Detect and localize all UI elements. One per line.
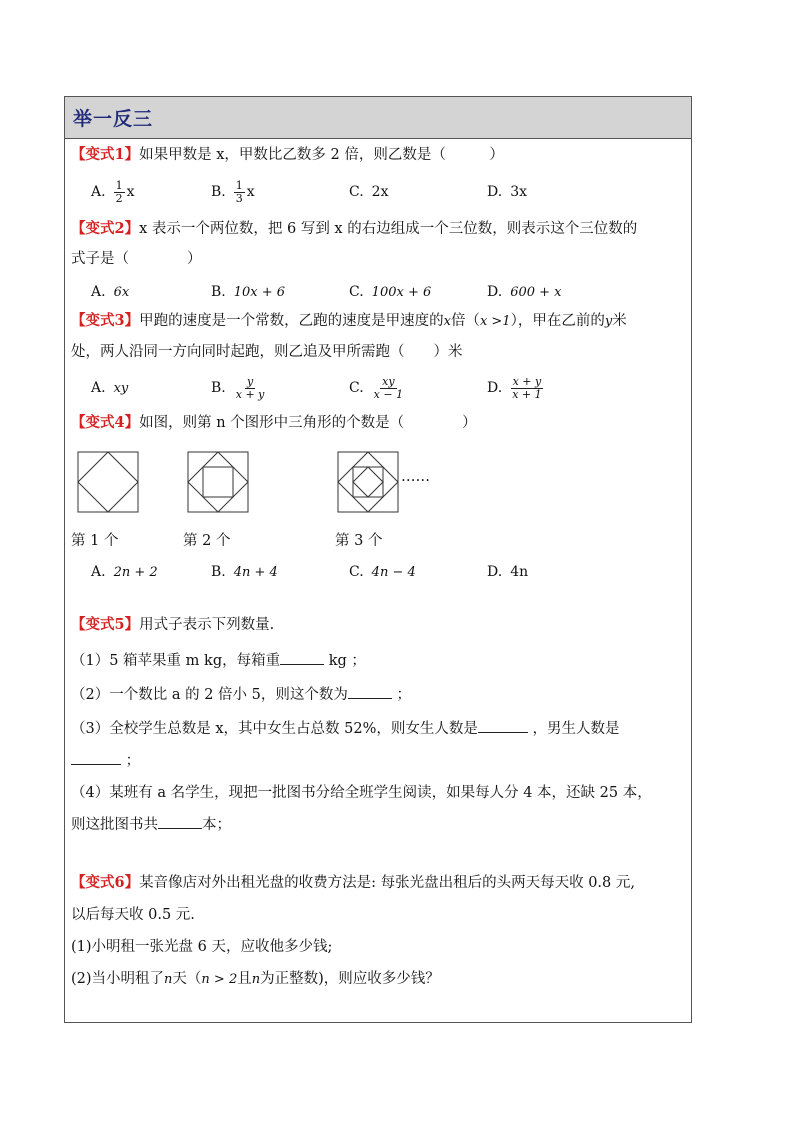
v5-part-1-unit: kg ； [324, 653, 366, 669]
v1-option-c-label: C. [349, 184, 364, 200]
v5-blank-1[interactable] [280, 664, 324, 665]
section-title: 举一反三 [73, 108, 154, 130]
v5-part-1 [71, 651, 685, 671]
v3-q-part-d: 米 [612, 313, 627, 329]
v3-q-part-c: ），甲在乙前的 [510, 313, 605, 329]
v3-option-c [349, 373, 407, 403]
v3-option-d [487, 373, 546, 403]
v4-option-a-text: 2n + 2 [113, 564, 158, 580]
v2-options [65, 277, 691, 307]
v2-tag: 【变式2】 [71, 220, 140, 237]
figure-3 [337, 451, 399, 513]
v1-option-a-var: x [126, 184, 135, 200]
v5-blank-4[interactable] [158, 828, 202, 829]
v1-option-c-text: 2x [371, 184, 389, 200]
v3-option-b-fraction [234, 376, 267, 401]
v2-option-a-label: A. [91, 284, 106, 300]
v2-option-c-text: 100x + 6 [371, 284, 432, 300]
v4-caption-1: 第 1 个 [71, 533, 119, 549]
v4-option-a-label: A. [91, 564, 106, 580]
v3-option-d-fraction [510, 376, 543, 401]
v5-part-4-cont [71, 815, 685, 835]
v3-option-b-num: y [246, 374, 254, 388]
v6-var-n: n [164, 972, 173, 987]
v3-option-c-den: x − 1 [373, 387, 404, 401]
v2-option-c-label: C. [349, 284, 364, 300]
v4-option-b-text: 4n + 4 [233, 564, 278, 580]
v5-part-2-text: （2）一个数比 a 的 2 倍小 5，则这个数为 [71, 687, 348, 703]
v3-option-c-num: xy [382, 374, 395, 388]
v3-option-b [211, 373, 268, 403]
v2-option-c [349, 277, 431, 307]
v2-option-b-label: B. [211, 284, 226, 300]
v4-option-c [349, 557, 416, 587]
v5-blank-2[interactable] [348, 698, 392, 699]
v4-question [71, 413, 685, 433]
v5-part-2-end: ； [391, 687, 411, 703]
content-area [65, 139, 691, 1022]
v3-options [65, 373, 691, 403]
v5-part-4: （4）某班有 a 名学生，现把一批图书分给全班学生阅读，如果每人分 4 本，还缺 25 本， [71, 785, 652, 801]
v4-caption-3: 第 3 个 [335, 533, 383, 549]
v3-question-line1 [71, 311, 685, 332]
exercise-frame [64, 96, 692, 1023]
v2-option-d [487, 277, 562, 307]
v5-part-3-cont [71, 751, 685, 771]
v1-option-a-num: 1 [115, 178, 123, 192]
v2-option-d-label: D. [487, 284, 503, 300]
v1-option-b-var: x [246, 184, 255, 200]
v5-tag: 【变式5】 [71, 616, 140, 633]
v6-part-2 [71, 969, 685, 990]
v4-option-b [211, 557, 278, 587]
v3-option-a-label: A. [91, 380, 106, 396]
v4-tag: 【变式4】 [71, 414, 140, 431]
v1-option-a-den: 2 [115, 191, 123, 205]
v3-option-a-text: xy [113, 380, 129, 396]
v6-condition: n > 2 [201, 972, 238, 987]
v5-part-3-text: （3）全校学生总数是 x，其中女生占总数 52%，则女生人数是 [71, 721, 478, 737]
v1-option-a [91, 177, 134, 207]
v3-option-d-label: D. [487, 380, 503, 396]
v3-question-line2: 处，两人沿同一方向同时起跑，则乙追及甲所需跑（ ）米 [71, 344, 463, 360]
v1-option-d [487, 177, 527, 207]
v3-q-part-a: 甲跑的速度是一个常数，乙跑的速度是甲速度的 [139, 313, 444, 329]
figure-1 [77, 451, 139, 513]
v1-question [71, 145, 685, 165]
figure-2 [187, 451, 249, 513]
v6-question-line2: 以后每天收 0.5 元. [71, 907, 195, 923]
v1-option-a-fraction [114, 180, 125, 205]
v6-part-2-text-d: 为正整数)，则应收多少钱？ [260, 971, 440, 987]
v2-option-a [91, 277, 129, 307]
v6-tag: 【变式6】 [71, 874, 140, 891]
v5-part-4-text: 则这批图书共 [71, 817, 158, 833]
v4-ellipsis: …… [401, 469, 430, 485]
v3-q-part-b: 倍（ [450, 313, 480, 329]
v2-option-d-text: 600 + x [510, 284, 562, 300]
v5-part-1-text: （1）5 箱苹果重 m kg，每箱重 [71, 653, 281, 669]
v1-option-b-num: 1 [235, 178, 243, 192]
v6-part-2-text-c: 且 [237, 971, 252, 987]
v4-option-d [487, 557, 528, 587]
v3-option-d-den: x + 1 [512, 387, 542, 401]
v6-part-2-text-b: 天（ [172, 971, 202, 987]
v3-var-x: x [443, 314, 451, 329]
v5-blank-3a[interactable] [478, 732, 528, 733]
v4-option-b-label: B. [211, 564, 226, 580]
v5-part-4-end: 本； [202, 817, 231, 833]
v4-caption-2: 第 2 个 [183, 533, 231, 549]
v1-question-text: 如果甲数是 x，甲数比乙数多 2 倍，则乙数是（ ） [139, 147, 504, 163]
v1-option-c [349, 177, 388, 207]
v2-question-text1: x 表示一个两位数，把 6 写到 x 的右边组成一个三位数，则表示这个三位数的 [139, 221, 638, 237]
v1-option-a-label: A. [91, 184, 106, 200]
v4-option-c-text: 4n − 4 [371, 564, 416, 580]
v2-question-line2: 式子是（ ） [71, 251, 202, 267]
v6-part-1: (1)小明租一张光盘 6 天，应收他多少钱; [71, 939, 333, 955]
v1-tag: 【变式1】 [71, 146, 140, 163]
v2-option-b [211, 277, 285, 307]
v3-option-b-den: x + y [235, 387, 265, 401]
v3-var-y: y [604, 314, 613, 329]
v3-option-a [91, 373, 128, 403]
v3-option-b-label: B. [211, 380, 226, 396]
v2-option-b-text: 10x + 6 [233, 284, 286, 300]
v3-option-c-fraction [372, 376, 405, 401]
v5-question-text: 用式子表示下列数量. [139, 617, 275, 633]
v1-option-d-text: 3x [510, 184, 527, 200]
v1-options [65, 177, 691, 207]
v6-part-2-text-a: (2)当小明租了 [71, 971, 165, 987]
v1-option-b-label: B. [211, 184, 226, 200]
v3-condition: x >1 [479, 314, 511, 329]
v6-question-text1: 某音像店对外出租光盘的收费方法是: 每张光盘出租后的头两天每天收 0.8 元, [139, 875, 635, 891]
v1-option-d-label: D. [487, 184, 503, 200]
v4-options [65, 557, 691, 587]
v3-option-d-num: x + y [512, 374, 542, 388]
section-header [65, 97, 691, 139]
v4-question-text: 如图，则第 n 个图形中三角形的个数是（ ） [139, 415, 477, 431]
v4-option-c-label: C. [349, 564, 364, 580]
v5-question [71, 615, 685, 635]
v4-option-d-label: D. [487, 564, 503, 580]
v3-option-c-label: C. [349, 380, 364, 396]
v2-option-a-text: 6x [113, 284, 130, 300]
v6-question-line1 [71, 873, 685, 893]
v3-tag: 【变式3】 [71, 312, 140, 329]
v6-var-n-2: n [251, 972, 261, 987]
v4-option-d-text: 4n [510, 564, 529, 580]
v2-question-line1 [71, 219, 685, 239]
v5-blank-3b[interactable] [71, 764, 121, 765]
v1-option-b [211, 177, 255, 207]
v5-part-3-end: ； [121, 753, 141, 769]
v1-option-b-den: 3 [235, 191, 243, 205]
v1-option-b-fraction [234, 180, 245, 205]
v5-part-3 [71, 719, 685, 739]
v4-option-a [91, 557, 158, 587]
v5-part-2 [71, 685, 685, 705]
v5-part-3-mid: ，男生人数是 [527, 721, 620, 737]
